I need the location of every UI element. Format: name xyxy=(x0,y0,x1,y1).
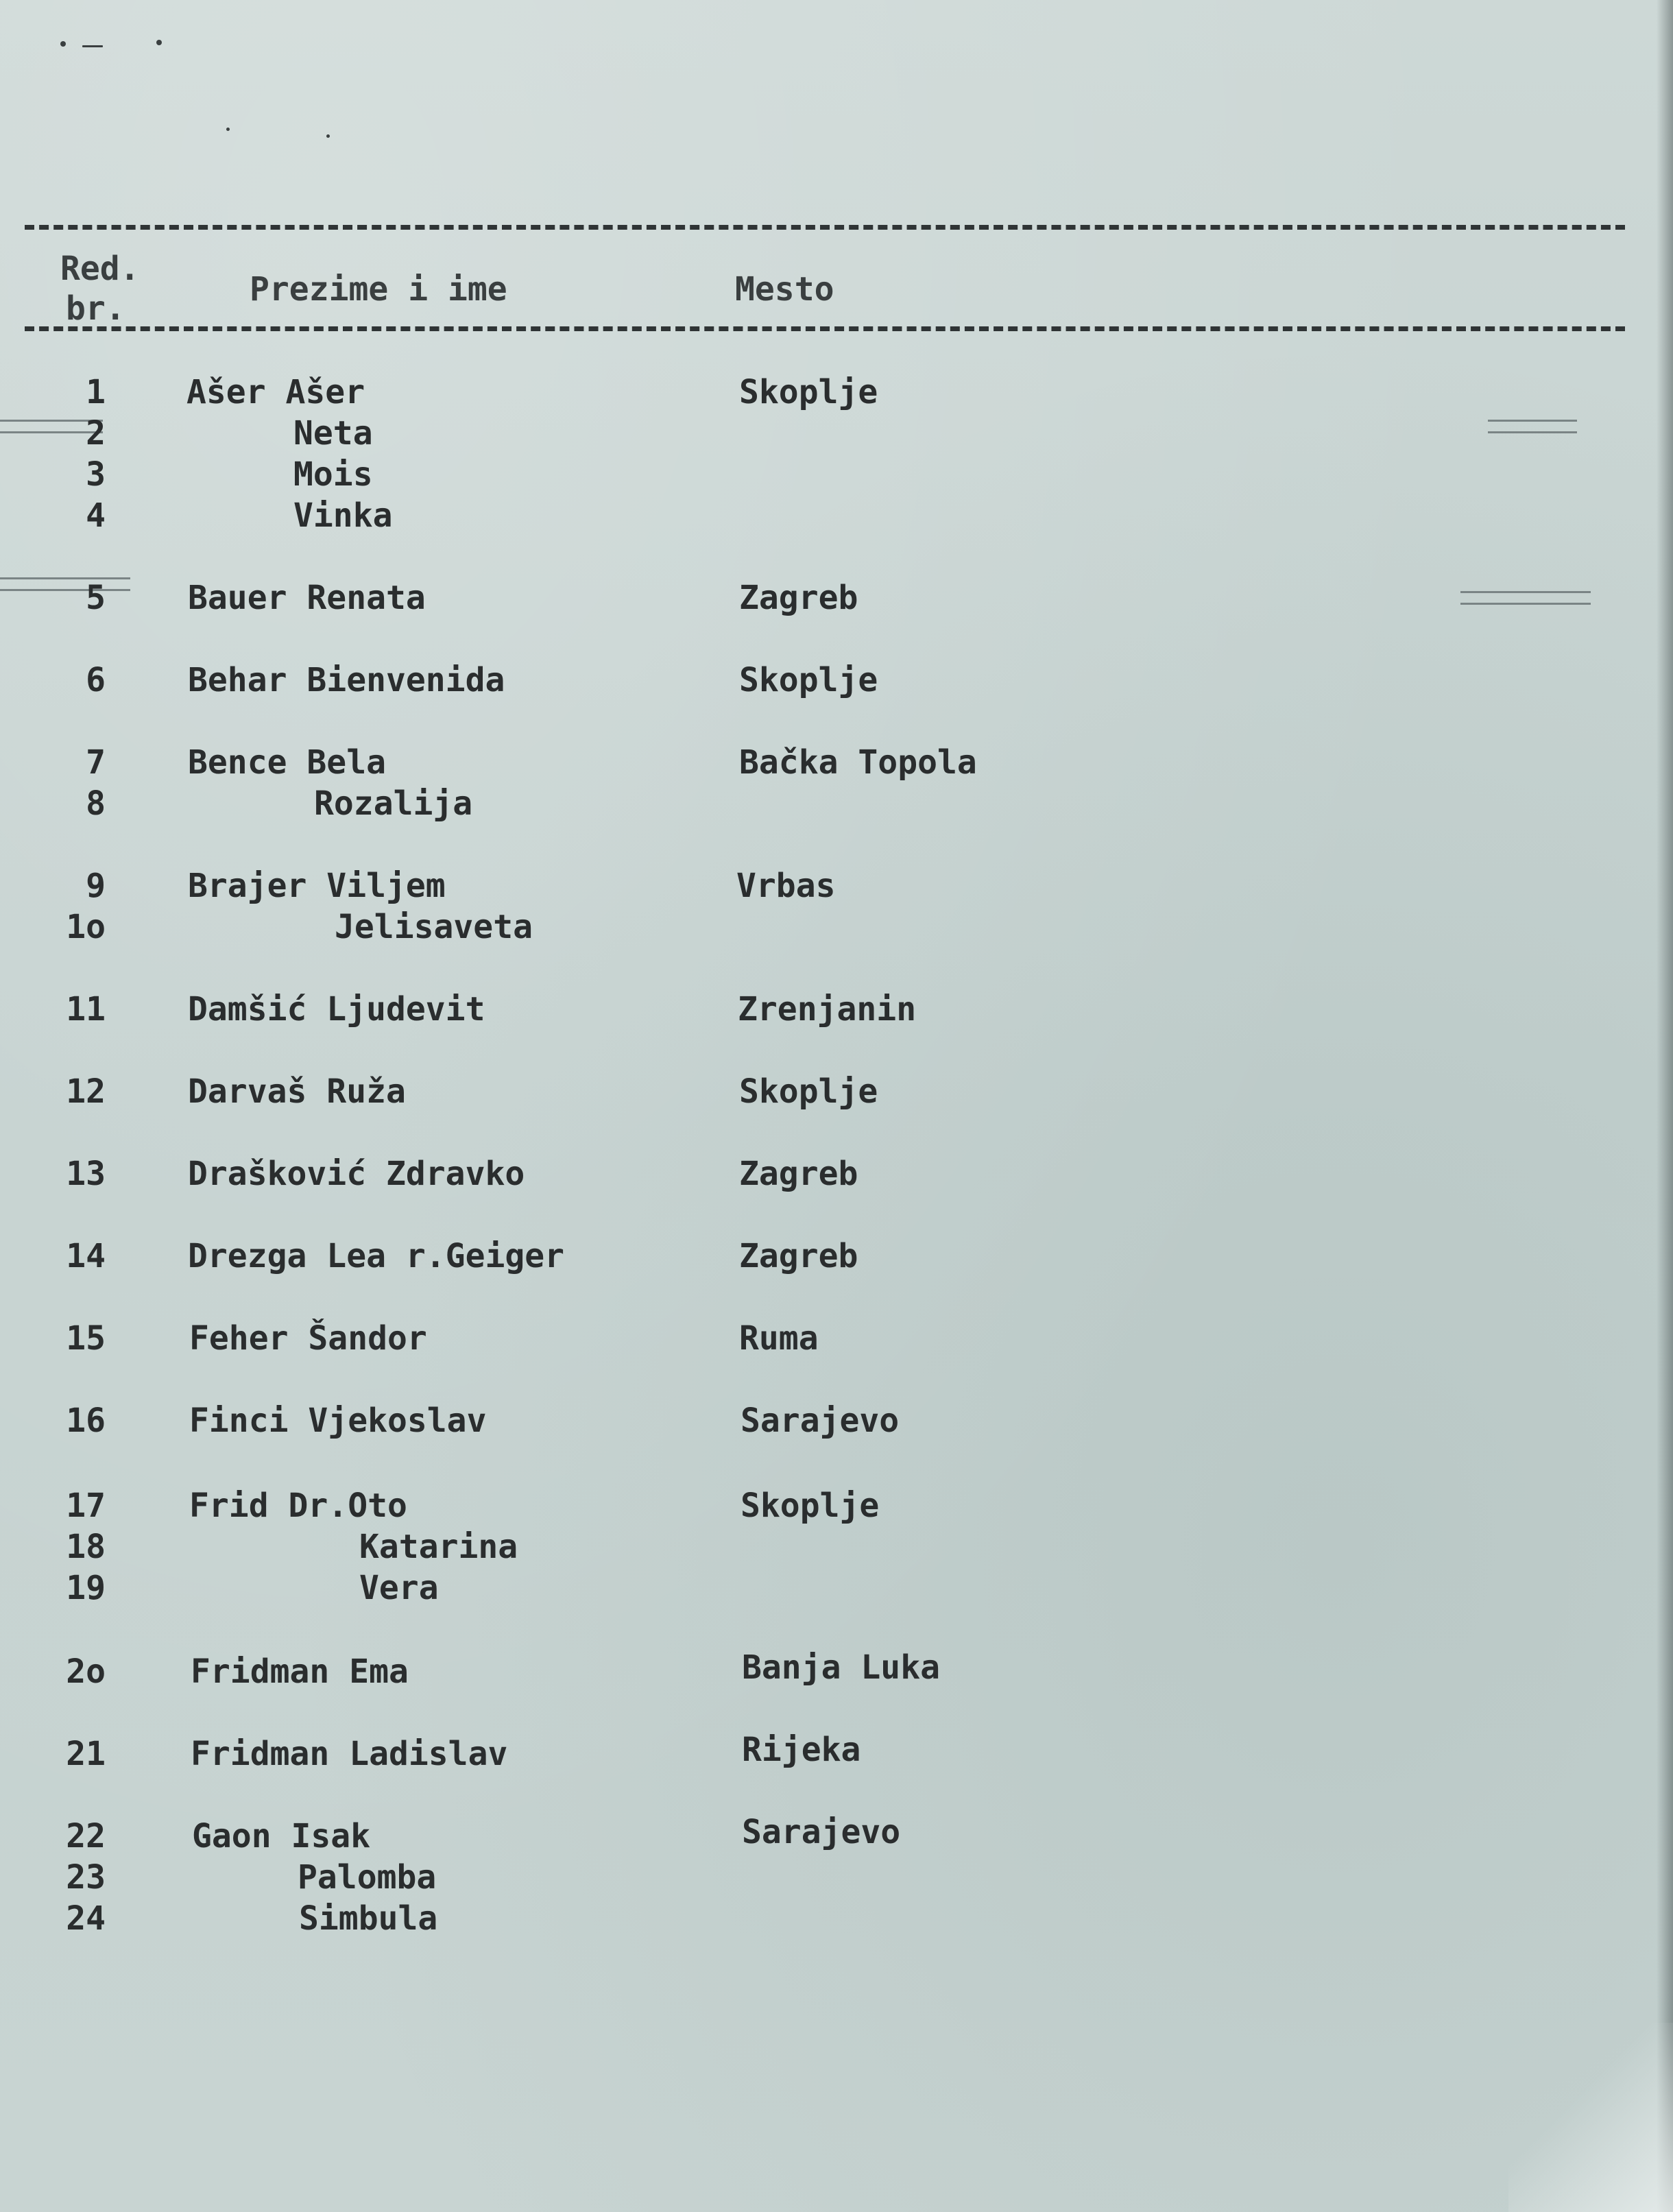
header-bottom-rule xyxy=(25,326,1625,331)
row-number: 6 xyxy=(86,661,106,699)
column-header-number-line1: Red. xyxy=(60,250,140,288)
row-number: 17 xyxy=(66,1487,106,1525)
ink-speck xyxy=(226,128,230,131)
row-number: 4 xyxy=(86,496,106,535)
row-number: 9 xyxy=(86,867,106,905)
margin-mark-right xyxy=(1460,591,1591,605)
row-number: 1o xyxy=(66,908,106,946)
row-name: Fridman Ladislav xyxy=(191,1735,508,1773)
row-number: 22 xyxy=(66,1817,106,1855)
header-top-rule xyxy=(25,225,1625,230)
row-name: Brajer Viljem xyxy=(188,867,446,905)
row-number: 8 xyxy=(86,784,106,823)
row-number: 3 xyxy=(86,455,106,494)
row-number: 2 xyxy=(86,414,106,453)
ink-speck xyxy=(326,134,330,138)
ink-speck xyxy=(156,40,162,45)
row-number: 7 xyxy=(86,743,106,782)
row-name: Frid Dr.Oto xyxy=(189,1487,407,1525)
row-name: Feher Šandor xyxy=(189,1319,427,1358)
row-name: Neta xyxy=(293,414,373,453)
row-name: Behar Bienvenida xyxy=(188,661,505,699)
row-name: Darvaš Ruža xyxy=(188,1072,406,1111)
row-place: Vrbas xyxy=(736,867,836,905)
row-number: 5 xyxy=(86,579,106,617)
row-name: Jelisaveta xyxy=(335,908,533,946)
row-name: Vera xyxy=(359,1569,439,1607)
row-name: Katarina xyxy=(359,1528,518,1566)
row-place: Zrenjanin xyxy=(738,990,917,1029)
row-place: Ruma xyxy=(739,1319,819,1358)
row-place: Skoplje xyxy=(739,1072,878,1111)
row-place: Zagreb xyxy=(739,579,858,617)
row-name: Damšić Ljudevit xyxy=(188,990,485,1029)
column-header-number-line2: br. xyxy=(66,289,125,328)
row-place: Zagreb xyxy=(739,1237,858,1275)
row-name: Bence Bela xyxy=(188,743,386,782)
row-name: Mois xyxy=(293,455,373,494)
row-place: Rijeka xyxy=(742,1731,861,1769)
row-name: Palomba xyxy=(298,1858,437,1897)
row-name: Rozalija xyxy=(314,784,473,823)
page-edge-shadow xyxy=(1657,0,1673,2212)
row-name: Drezga Lea r.Geiger xyxy=(188,1237,565,1275)
row-place: Skoplje xyxy=(739,661,878,699)
row-place: Skoplje xyxy=(741,1487,880,1525)
row-number: 18 xyxy=(66,1528,106,1566)
row-name: Drašković Zdravko xyxy=(188,1155,525,1193)
column-header-place: Mesto xyxy=(735,270,834,309)
ink-speck xyxy=(82,45,103,47)
row-place: Sarajevo xyxy=(741,1402,900,1440)
row-number: 13 xyxy=(66,1155,106,1193)
row-name: Fridman Ema xyxy=(191,1652,409,1691)
row-number: 14 xyxy=(66,1237,106,1275)
page-corner-fade xyxy=(1508,2023,1673,2212)
row-name: Vinka xyxy=(293,496,393,535)
row-name: Bauer Renata xyxy=(188,579,426,617)
row-number: 23 xyxy=(66,1858,106,1897)
row-number: 21 xyxy=(66,1735,106,1773)
row-name: Gaon Isak xyxy=(192,1817,371,1855)
margin-mark-right xyxy=(1488,420,1577,433)
row-number: 2o xyxy=(66,1652,106,1691)
row-place: Zagreb xyxy=(739,1155,858,1193)
row-name: Finci Vjekoslav xyxy=(189,1402,487,1440)
row-name: Simbula xyxy=(299,1899,438,1938)
row-number: 16 xyxy=(66,1402,106,1440)
row-place: Banja Luka xyxy=(742,1648,940,1687)
ink-speck xyxy=(60,41,66,47)
row-number: 19 xyxy=(66,1569,106,1607)
row-number: 15 xyxy=(66,1319,106,1358)
row-name: Ašer Ašer xyxy=(186,373,365,411)
row-number: 11 xyxy=(66,990,106,1029)
row-number: 12 xyxy=(66,1072,106,1111)
row-place: Skoplje xyxy=(739,373,878,411)
column-header-name: Prezime i ime xyxy=(250,270,507,309)
row-number: 24 xyxy=(66,1899,106,1938)
row-number: 1 xyxy=(86,373,106,411)
row-place: Sarajevo xyxy=(742,1813,901,1851)
row-place: Bačka Topola xyxy=(739,743,977,782)
